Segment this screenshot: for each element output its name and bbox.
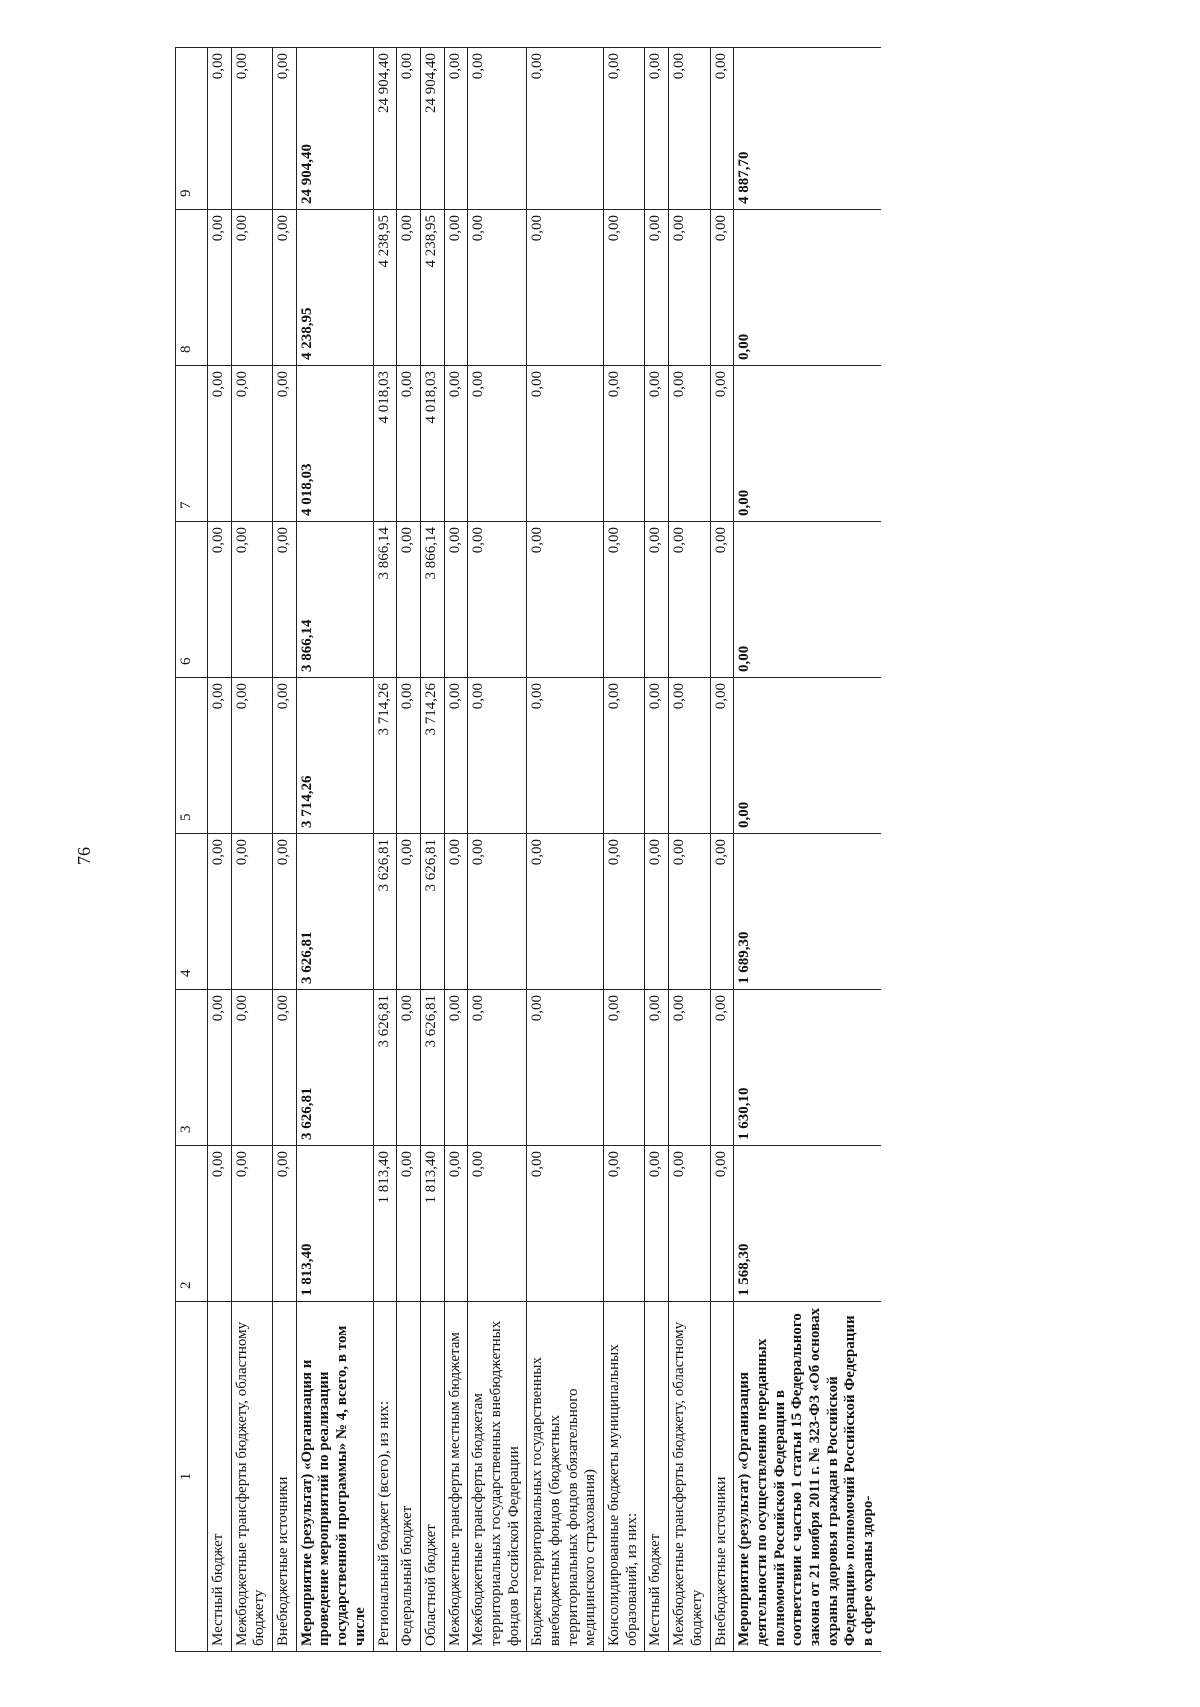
cell-value: 0,00: [397, 678, 421, 834]
budget-table: [175, 47, 881, 1652]
row-label: Региональный бюджет (всего), из них:: [373, 1302, 397, 1652]
row-label: Федеральный бюджет: [397, 1302, 421, 1652]
cell-value: 3 626,81: [420, 990, 444, 1146]
cell-value: 0,00: [645, 834, 669, 990]
cell-value: 0,00: [710, 366, 734, 522]
column-header: 3: [176, 990, 208, 1146]
cell-value: 0,00: [468, 678, 527, 834]
cell-value: 0,00: [645, 990, 669, 1146]
cell-value: 0,00: [710, 522, 734, 678]
cell-value: 0,00: [444, 1146, 468, 1302]
cell-value: 0,00: [231, 990, 272, 1146]
column-header: 1: [176, 1302, 208, 1652]
table-row: [527, 48, 604, 1652]
row-label: Межбюджетные трансферты бюджету, областному бюджету: [669, 1302, 710, 1652]
cell-value: 0,00: [444, 990, 468, 1146]
cell-value: 0,00: [527, 210, 604, 366]
cell-value: 0,00: [231, 834, 272, 990]
table-header-row: [176, 48, 208, 1652]
row-label: Местный бюджет: [208, 1302, 232, 1652]
cell-value: 3 626,81: [296, 990, 373, 1146]
cell-value: 0,00: [273, 210, 297, 366]
table-row: [296, 48, 373, 1652]
cell-value: 4 238,95: [373, 210, 397, 366]
cell-value: 0,00: [273, 1146, 297, 1302]
column-header: 9: [176, 48, 208, 210]
cell-value: 0,00: [468, 522, 527, 678]
column-header: 6: [176, 522, 208, 678]
cell-value: 3 866,14: [420, 522, 444, 678]
cell-value: 4 238,95: [296, 210, 373, 366]
cell-value: 0,00: [208, 834, 232, 990]
table-row: [604, 48, 645, 1652]
row-label: Внебюджетные источники: [273, 1302, 297, 1652]
cell-value: 0,00: [669, 990, 710, 1146]
cell-value: 0,00: [669, 522, 710, 678]
cell-value: 0,00: [527, 1146, 604, 1302]
cell-value: 0,00: [273, 366, 297, 522]
cell-value: 0,00: [397, 48, 421, 210]
column-header: 5: [176, 678, 208, 834]
cell-value: 0,00: [397, 834, 421, 990]
cell-value: 0,00: [604, 48, 645, 210]
cell-value: 1 813,40: [373, 1146, 397, 1302]
cell-value: 0,00: [231, 678, 272, 834]
cell-value: 1 630,10: [734, 990, 881, 1146]
cell-value: 0,00: [208, 366, 232, 522]
table-row: [273, 48, 297, 1652]
cell-value: 0,00: [710, 990, 734, 1146]
column-header: 4: [176, 834, 208, 990]
cell-value: 0,00: [604, 210, 645, 366]
table-row: [468, 48, 527, 1652]
cell-value: 0,00: [527, 522, 604, 678]
cell-value: 0,00: [669, 48, 710, 210]
cell-value: 0,00: [468, 366, 527, 522]
cell-value: 0,00: [527, 48, 604, 210]
cell-value: 0,00: [468, 1146, 527, 1302]
cell-value: 0,00: [645, 210, 669, 366]
rotated-table-container: [175, 47, 881, 1652]
cell-value: 0,00: [604, 990, 645, 1146]
cell-value: 0,00: [669, 1146, 710, 1302]
table-row: [208, 48, 232, 1652]
row-label: Межбюджетные трансферты местным бюджетам: [444, 1302, 468, 1652]
cell-value: 0,00: [273, 678, 297, 834]
cell-value: 0,00: [397, 990, 421, 1146]
cell-value: 0,00: [231, 48, 272, 210]
cell-value: 0,00: [208, 678, 232, 834]
cell-value: 0,00: [397, 210, 421, 366]
cell-value: 0,00: [604, 366, 645, 522]
cell-value: 0,00: [468, 834, 527, 990]
cell-value: 3 714,26: [420, 678, 444, 834]
row-label: Местный бюджет: [645, 1302, 669, 1652]
cell-value: 0,00: [208, 990, 232, 1146]
row-label: Областной бюджет: [420, 1302, 444, 1652]
cell-value: 0,00: [645, 1146, 669, 1302]
cell-value: 0,00: [604, 522, 645, 678]
cell-value: 0,00: [273, 522, 297, 678]
cell-value: 0,00: [231, 1146, 272, 1302]
cell-value: 0,00: [734, 366, 881, 522]
cell-value: 0,00: [444, 522, 468, 678]
cell-value: 0,00: [397, 366, 421, 522]
cell-value: 0,00: [527, 366, 604, 522]
cell-value: 1 813,40: [420, 1146, 444, 1302]
cell-value: 0,00: [208, 522, 232, 678]
table-row: [645, 48, 669, 1652]
cell-value: 0,00: [604, 834, 645, 990]
cell-value: 0,00: [397, 1146, 421, 1302]
cell-value: 0,00: [527, 990, 604, 1146]
cell-value: 0,00: [444, 210, 468, 366]
cell-value: 3 626,81: [373, 834, 397, 990]
cell-value: 3 626,81: [373, 990, 397, 1146]
cell-value: 0,00: [669, 210, 710, 366]
cell-value: 0,00: [444, 834, 468, 990]
cell-value: 0,00: [734, 210, 881, 366]
cell-value: 0,00: [710, 210, 734, 366]
cell-value: 24 904,40: [296, 48, 373, 210]
cell-value: 3 866,14: [296, 522, 373, 678]
cell-value: 1 689,30: [734, 834, 881, 990]
cell-value: 0,00: [231, 210, 272, 366]
cell-value: 0,00: [527, 678, 604, 834]
cell-value: 0,00: [273, 834, 297, 990]
cell-value: 24 904,40: [373, 48, 397, 210]
cell-value: 4 018,03: [420, 366, 444, 522]
cell-value: 3 714,26: [296, 678, 373, 834]
cell-value: 0,00: [444, 48, 468, 210]
table-row: [373, 48, 397, 1652]
row-label: Внебюджетные источники: [710, 1302, 734, 1652]
cell-value: 0,00: [710, 678, 734, 834]
cell-value: 0,00: [734, 678, 881, 834]
table-row: [444, 48, 468, 1652]
cell-value: 0,00: [208, 48, 232, 210]
cell-value: 0,00: [231, 522, 272, 678]
cell-value: 3 626,81: [420, 834, 444, 990]
cell-value: 24 904,40: [420, 48, 444, 210]
column-header: 2: [176, 1146, 208, 1302]
cell-value: 4 887,70: [734, 48, 881, 210]
cell-value: 1 568,30: [734, 1146, 881, 1302]
column-header: 8: [176, 210, 208, 366]
cell-value: 0,00: [397, 522, 421, 678]
row-label: Межбюджетные трансферты бюджетам территориальных государственных внебюджетных фондов Российской Федерации: [468, 1302, 527, 1652]
row-label: Мероприятие (результат) «Организация деятельности по осуществлению переданных полномочий Российской Федерации в соответствии с частью 1 статьи 15 Федерального закона от 21 ноября 2011 г. № 323-ФЗ «Об основах охраны здоровья граждан в Российской Федерации» полномочий Российской Федерации в сфере охраны здоро-: [734, 1302, 881, 1652]
table-row: [420, 48, 444, 1652]
cell-value: 0,00: [669, 366, 710, 522]
column-header: 7: [176, 366, 208, 522]
cell-value: 0,00: [669, 834, 710, 990]
cell-value: 4 018,03: [296, 366, 373, 522]
cell-value: 1 813,40: [296, 1146, 373, 1302]
cell-value: 0,00: [645, 522, 669, 678]
table-row: [231, 48, 272, 1652]
cell-value: 0,00: [231, 366, 272, 522]
cell-value: 0,00: [669, 678, 710, 834]
cell-value: 0,00: [273, 48, 297, 210]
page-number: 76: [74, 847, 94, 865]
cell-value: 3 714,26: [373, 678, 397, 834]
table-body: [208, 48, 881, 1652]
cell-value: 0,00: [734, 522, 881, 678]
table-row: [669, 48, 710, 1652]
cell-value: 3 866,14: [373, 522, 397, 678]
cell-value: 0,00: [710, 1146, 734, 1302]
row-label: Межбюджетные трансферты бюджету, областному бюджету: [231, 1302, 272, 1652]
cell-value: 0,00: [468, 210, 527, 366]
cell-value: 0,00: [527, 834, 604, 990]
cell-value: 4 018,03: [373, 366, 397, 522]
cell-value: 0,00: [208, 1146, 232, 1302]
cell-value: 4 238,95: [420, 210, 444, 366]
cell-value: 0,00: [604, 678, 645, 834]
cell-value: 3 626,81: [296, 834, 373, 990]
row-label: Бюджеты территориальных государственных внебюджетных фондов (бюджетных территориальных фондов обязательного медицинского страхования): [527, 1302, 604, 1652]
cell-value: 0,00: [208, 210, 232, 366]
cell-value: 0,00: [444, 678, 468, 834]
cell-value: 0,00: [710, 834, 734, 990]
cell-value: 0,00: [604, 1146, 645, 1302]
row-label: Мероприятие (результат) «Организация и проведение мероприятий по реализации государственной программы» № 4, всего, в том числе: [296, 1302, 373, 1652]
row-label: Консолидированные бюджеты муниципальных образований, из них:: [604, 1302, 645, 1652]
cell-value: 0,00: [468, 990, 527, 1146]
table-row: [734, 48, 881, 1652]
cell-value: 0,00: [273, 990, 297, 1146]
table-row: [397, 48, 421, 1652]
cell-value: 0,00: [444, 366, 468, 522]
cell-value: 0,00: [710, 48, 734, 210]
cell-value: 0,00: [645, 678, 669, 834]
table-row: [710, 48, 734, 1652]
cell-value: 0,00: [468, 48, 527, 210]
cell-value: 0,00: [645, 366, 669, 522]
cell-value: 0,00: [645, 48, 669, 210]
